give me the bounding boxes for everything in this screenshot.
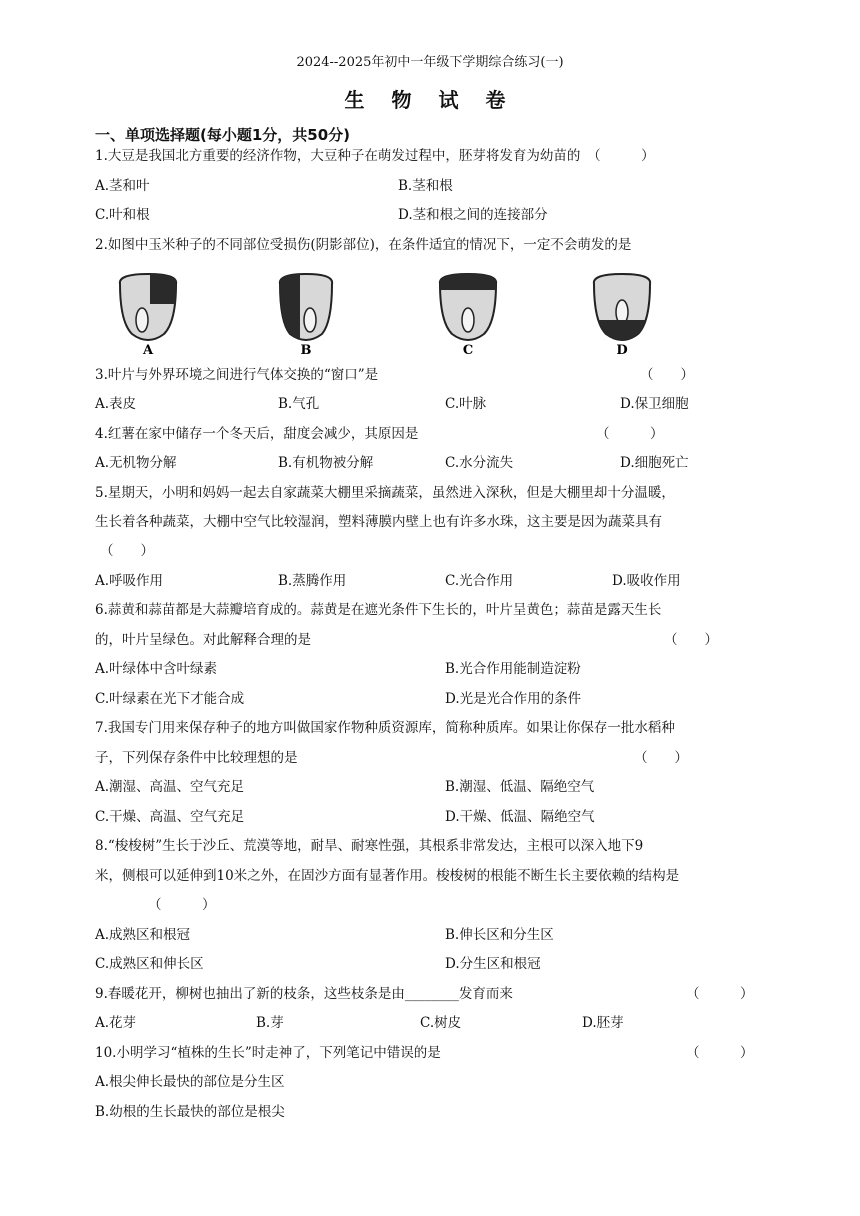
q3-option-d: D.保卫细胞 [620,396,689,412]
q5-stem-line-1: 5.星期天，小明和妈妈一起去自家蔬菜大棚里采摘蔬菜，虽然进入深秋，但是大棚里却十分温暖， [95,485,675,501]
q4-option-b: B.有机物被分解 [278,455,374,471]
seed-a [120,270,180,340]
q5-option-b: B.蒸腾作用 [278,573,347,589]
q5-stem-line-2: 生长着各种蔬菜，大棚中空气比较湿润，塑料薄膜内壁上也有许多水珠，这主要是因为蔬菜具有 [95,514,662,530]
exam-title: 生 物 试 卷 [344,88,516,112]
q1-stem: 1.大豆是我国北方重要的经济作物，大豆种子在萌发过程中，胚芽将发育为幼苗的 （ ） [95,148,655,164]
q6-stem-line-1: 6.蒜黄和蒜苗都是大蒜瓣培育成的。蒜黄是在遮光条件下生长的，叶片呈黄色；蒜苗是露天生长 [95,602,662,618]
q6-answer-bracket: （ ） [664,632,718,648]
q5-option-c: C.光合作用 [445,573,514,589]
q9-option-c: C.树皮 [420,1015,462,1031]
q9-stem: 9.春暖花开，柳树也抽出了新的枝条，这些枝条是由________发育而来 [95,986,513,1002]
q7-option-a: A.潮湿、高温、空气充足 [95,779,245,795]
q8-answer-bracket: （ ） [148,897,216,913]
q9-option-b: B.芽 [256,1015,284,1031]
q5-answer-bracket: （ ） [100,543,154,559]
section-heading: 一、单项选择题(每小题1分，共50分) [95,126,351,144]
q7-answer-bracket: （ ） [634,750,688,766]
q10-option-b: B.幼根的生长最快的部位是根尖 [95,1104,285,1120]
q10-option-a: A.根尖伸长最快的部位是分生区 [95,1074,285,1090]
q8-option-a: A.成熟区和根冠 [95,927,191,943]
q1-option-a: A.茎和叶 [95,178,150,194]
q8-option-d: D.分生区和根冠 [445,956,541,972]
q5-option-d: D.吸收作用 [612,573,681,589]
q7-option-b: B.潮湿、低温、隔绝空气 [445,779,595,795]
seed-label-b: B [300,343,312,358]
q7-option-c: C.干燥、高温、空气充足 [95,809,245,825]
seed-label-d: D [616,343,628,358]
q2-stem: 2.如图中玉米种子的不同部位受损伤(阴影部位)，在条件适宜的情况下，一定不会萌发的是 [95,237,632,253]
q8-stem-line-2: 米，侧根可以延伸到10米之外，在固沙方面有显著作用。梭梭树的根能不断生长主要依赖的结构是 [95,868,680,884]
q7-stem-line-2: 子，下列保存条件中比较理想的是 [95,750,298,766]
q1-option-d: D.茎和根之间的连接部分 [398,207,548,223]
corn-seed-figure [110,270,670,360]
q4-option-c: C.水分流失 [445,455,514,471]
q7-stem-line-1: 7.我国专门用来保存种子的地方叫做国家作物种质资源库，简称种质库。如果让你保存一批水稻种 [95,720,675,736]
q3-stem: 3.叶片与外界环境之间进行气体交换的“窗口”是 [95,367,379,383]
q4-stem: 4.红薯在家中储存一个冬天后，甜度会减少，其原因是 [95,426,419,442]
seed-d [590,274,654,350]
q8-option-b: B.伸长区和分生区 [445,927,554,943]
q3-option-c: C.叶脉 [445,396,487,412]
q6-stem-line-2: 的，叶片呈绿色。对此解释合理的是 [95,632,311,648]
q4-answer-bracket: （ ） [596,426,664,442]
q4-option-d: D.细胞死亡 [620,455,689,471]
q10-stem: 10.小明学习“植株的生长”时走神了，下列笔记中错误的是 [95,1045,441,1061]
seed-label-a: A [142,343,154,358]
seed-label-c: C [462,343,474,358]
q4-option-a: A.无机物分解 [95,455,177,471]
q6-option-b: B.光合作用能制造淀粉 [445,661,581,677]
q9-option-d: D.胚芽 [582,1015,624,1031]
q6-option-d: D.光是光合作用的条件 [445,691,582,707]
q9-option-a: A.花芽 [95,1015,137,1031]
q6-option-a: A.叶绿体中含叶绿素 [95,661,218,677]
exam-subtitle: 2024--2025年初中一年级下学期综合练习(一) [296,55,564,70]
q3-option-a: A.表皮 [95,396,137,412]
q7-option-d: D.干燥、低温、隔绝空气 [445,809,595,825]
q6-option-c: C.叶绿素在光下才能合成 [95,691,245,707]
q9-answer-bracket: （ ） [686,986,754,1002]
q5-option-a: A.呼吸作用 [95,573,164,589]
q3-option-b: B.气孔 [278,396,320,412]
q3-answer-bracket: （ ） [640,367,694,383]
q1-option-b: B.茎和根 [398,178,453,194]
q8-stem-line-1: 8.“梭梭树”生长于沙丘、荒漠等地，耐旱、耐寒性强，其根系非常发达，主根可以深入地下9 [95,838,644,854]
seed-b [276,270,332,350]
q8-option-c: C.成熟区和伸长区 [95,956,204,972]
q10-answer-bracket: （ ） [686,1045,754,1061]
seed-c [436,270,500,340]
q1-option-c: C.叶和根 [95,207,150,223]
